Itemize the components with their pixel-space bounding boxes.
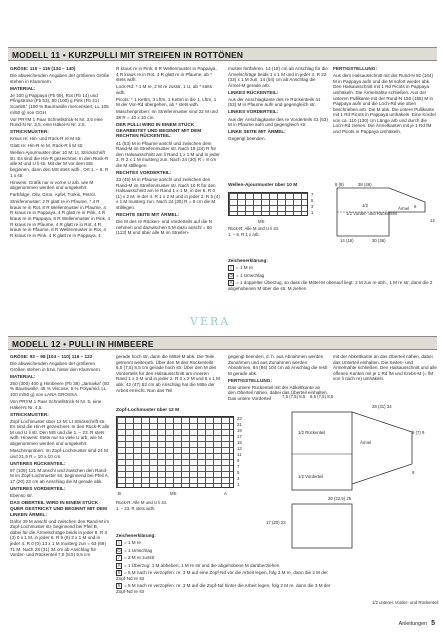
model11-paragraph: Lock-Rd: * 1 M re, 2 M re zusstr, 1 U, ab * stets wdh.	[116, 84, 212, 95]
model11-heading: LINKES RÜCKENTEIL:	[228, 89, 279, 95]
model12-chart-note2: 1. – 23. R stets wdh.	[116, 506, 156, 511]
row-number: 7	[311, 192, 314, 197]
legend-symbol-icon: |	[116, 540, 122, 546]
row-number: 17	[237, 434, 242, 439]
model11-heading: STRICKMUSTER:	[10, 129, 49, 135]
legend-text: = 1 Überzug: 1 M abheben, 1 M re str und die abgehobene M darüberziehen	[124, 562, 280, 568]
model11-paragraph: Die M des re Rücken- und Vorderteils auf die N nehmen und dazwischen 5 M dazu anschl = 80 (113) M und über alle M im Streifen-	[116, 219, 213, 236]
model12-paragraph: 250 (300) 400 g Himbeere (Fb 38) „Jamaika“ (50 % Baumwolle, 45 % Viscose, 5 % Polyamid, LL 100 m/50 g) von LANA GROSSA.	[10, 380, 110, 398]
legend-item	[228, 265, 438, 271]
model12-arrow-b: B	[118, 491, 121, 496]
model11-paragraph: Hinweis: Grafik nur w vorne U arb. wie M abgenommen werden und umgekehrt.	[10, 179, 94, 191]
model11-col1	[10, 66, 110, 268]
legend-symbol-icon: X	[117, 583, 121, 589]
legend-symbol-icon: Λ	[117, 562, 121, 568]
legend-text: = 2 M re zusstr	[124, 555, 155, 561]
schematic-label: 38 (46)	[358, 182, 372, 187]
model11-paragraph: Wellen-Ajourmuster über 10 M: Lt. Strickschrift str. Es sind die Hin-R gezeichnet. In den Rück-R alle M und U li str. Mit der M vor dem MS beginnen, dann den MS stets wdh., Ort 1. – 8. R 1 x str.	[10, 150, 109, 178]
model12-schematic	[262, 392, 440, 582]
model11-heading: GRÖSE: 110 – 116 (134 – 140)	[10, 66, 76, 71]
legend-item	[228, 273, 438, 279]
model11-paragraph: Krsus re: Hin- und Rück-R re M str.	[10, 136, 82, 142]
schematic-label: 6	[414, 204, 417, 209]
model11-paragraph: 33 (45) M in Pfaume anschl und zwischen den Rand-M im Streifenmuster str. Nach 10 R für den Halsausschnitt am re Rand 1 x 1 M, in der 6. R 0 (1) x 2 M, in der 4. R 1 x 2 M und in jeder 2. R 5 (4) x 1 M musterg zun. Nach 24 (30) R = 8 cm die M stilllegen.	[116, 176, 220, 210]
model11-paragraph: muster fortfahren. 14 (18) cm ab Anschlag für die Ärmelschräge beids 1 x 1 M und in jeder 4. R 22 (33) x 1 M zun. 14 (54) cm ab Anschlag die Ärmel-M gerade arb.	[228, 66, 328, 88]
model12-paragraph: Maschenproben: Im Zopf-Lochmuster sind 24 M und 21,5 R = 10 x 10 cm.	[10, 448, 108, 459]
model11-paragraph: Vor PRYM 1 Paar Schnellstrick-N Nr. 3,5 eine Rund-N Nr. 3,5, eine Häkel-N Nr. 2,5.	[10, 116, 103, 128]
model11-paragraph: Je 100 g Pappaya (Fb 09), Rot (Fb 14) und Pfingstrose (Fb 53), 50 (100) g Pink (Fb 21) Scarlett° (100 % Baumwolle mercerisiert, LL 105 m/50 g) von GGH.	[10, 92, 109, 115]
legend-item	[116, 583, 331, 595]
model12-paragraph: mit der Abkettkante an das Oberteil nähen, dabei das Unterteil einhalten. Die Seiten- und Ärmelnähte schließen. Den Halsausschnitt und alle offenen Kanten mit je 1 Rd fM und Krebs-M (= fM von li nach re) umhäkeln.	[333, 354, 437, 382]
model11-heading: RECHTES VORDERTEIL:	[116, 169, 172, 175]
model12-heading: MATERIAL:	[10, 373, 36, 379]
model11-paragraph: Aus dem Halsausschnitt mit der Rund-N 92 (104) M in Pappaya aufn und die M sofort wieder abk. Den Halsausschnitt mit 1 Rd Picots in Pappaya umhäkeln. Die Ärmelnähte schließen. Aus der unteren Pullikante mit der Rund-N 150 (168) M in Pappaya aufn und die Loch-Rd wie oben beschrieben arb. Die M abk. Die untere Pullikante mit 1 Rd Picots in Pappaya umhäkeln. Eine Kordel von ca. 110 (130) cm Länge arb und durch die Loch-Rd ziehen. Die Ärmelkanten mit je 1 Rd fM und Picots in Pappaya umhäkeln.	[333, 73, 436, 135]
model12-title-bar	[8, 336, 437, 350]
watermark: VERA	[190, 315, 231, 328]
model11-paragraph: Picots: * 1 Kettm, 3 Lftm, 1 Kettm in die 1. Lftm, 1 M der Vor-Rd übergehen, ab * stets wdh.	[116, 96, 217, 108]
model12-ms-label: MS	[170, 491, 177, 496]
row-number: 21	[237, 422, 242, 427]
schematic-label: 20 (22,5) 25	[328, 496, 352, 501]
legend-symbol-icon: O	[117, 547, 121, 553]
model11-paragraph: Streifenmuster: 2 R glatt re in Pfaume, * 4 R kraus re in Rot, 8 R Wellenmuster in Pfaume, 4 R kraus re in Pappaya, 4 R glatt re in Pink, 4 R kraus re in Pappaya, 8 R Wellenmuster in Pink, 4 R kraus re in Pfaume, 4 R glatt re in Rot, 4 R kraus re in Pfaume, 8 R Wellenmuster in Rot, 4 R kraus re in Pink, 4 R glatt re in Pappaya, 4	[10, 199, 110, 238]
model11-title-bar	[8, 47, 437, 61]
model12-paragraph: gegengl beenden, d. h. aus Abnahmen werden Zunahmen und aus Zunahmen werden Abnahmen. 84 (94) 104 cm ab Anschlag die restl M gerade abk.	[228, 354, 328, 376]
model12-paragraph: Zopf-Lochmuster über 12 M: Lt Strickschrift str. Es sind die Hin-R gezeichnet. In den Rück-R alle M und U li str. Den MS und die 1. – 23. R stets wdh. Hinweis: Stets nur so viele U arb, wie M abgenommen werden und umgekehrt.	[10, 418, 110, 447]
schematic-label: 12	[430, 218, 435, 223]
model12-paragraph: Dafür 39 M anschl und zwischen den Rand-M im Zopf-Lochmuster str, beginnend bei Pfeil B, dabei für die Ärmelschräge beids in jeder 8. R 3 (3) 0 x 1 M, in jeder 6. R 9 (9) 3 x 1 M und in jeder 4. R 0 (0) 13 x 1 M musterg zun = 63 (69) 71 M. Nach 28 (31) 34 cm ab Anschlag für Vorder- und Rückenteil 7,5 (8,5) 9,5 cm	[10, 518, 110, 558]
legend-text: = 1 M re	[236, 265, 253, 271]
model12-heading: UNTERES VORDERTEIL:	[10, 485, 66, 491]
legend-text: = 5 M nach re verzopfen: re: 3 M auf eine Zopf-Nd vor die Arbeit legen, folg 3 M re, dann die 2 M der Zopf-Nd re str	[116, 570, 328, 582]
schematic-label: 14 (16)	[340, 238, 354, 243]
model11-stitch-chart	[228, 192, 308, 216]
legend-text: = 1 Umschlag	[124, 547, 153, 553]
row-number: 13	[237, 446, 242, 451]
schematic-label: 5 (7) 9	[412, 430, 425, 435]
model11-paragraph: Gegengl beenden.	[228, 136, 266, 142]
schematic-label: 17 (20) 23	[266, 520, 286, 525]
legend-symbol-icon: /	[116, 555, 122, 561]
schematic-label: 8 (8)	[335, 182, 344, 187]
row-number: 1	[237, 482, 240, 487]
model11-paragraph: Glatt re: Hin-R re M, Rück-R li M str.	[10, 143, 84, 149]
model12-heading: UNTERES RÜCKENTEIL:	[10, 460, 66, 466]
model12-col1	[10, 354, 110, 619]
model12-title: MODELL 12 • PULLI IN HIMBEERE	[12, 339, 154, 349]
model12-heading: DAS OBERTEIL WIRD IN EINEM STÜCK QUER GESTRICKT UND BEGINNT MIT DEM LINKEN ÄRMEL:	[10, 500, 107, 517]
model12-heading: GRÖSE: 92 – 98 (104 – 110) 116 – 122	[10, 354, 93, 359]
row-number: 7	[237, 464, 240, 469]
model12-heading: FERTIGSTELLUNG:	[228, 377, 273, 383]
model11-paragraph: Maschenproben: Im Streifenmuster sind 22 M und 38 R = 10 x 10 cm.	[116, 109, 218, 120]
schematic-label: 1/2 unteres Vorder- und Rückenteil	[372, 600, 439, 605]
row-number: 3	[311, 204, 314, 209]
schematic-label: 1/2	[362, 203, 368, 208]
schematic-label: Ärmel	[360, 440, 372, 445]
model11-chart-note2: 1. – 8. R 1 x arb.	[228, 232, 260, 237]
row-number: 19	[237, 428, 242, 433]
legend-text: = 1 doppelter Überzug, so dass die Mittel-M obenauf liegt: 2 M zus re abh., 1 M re str, dann die 2 abgehobenen M über die str. M ziehen	[228, 280, 433, 292]
model11-paragraph: Aus der Anschlagkante des re Rückenteils 41 (53) M in Pfaume aufn und gegengleich str.	[228, 96, 321, 108]
model11-paragraph: Die abweichenden Angaben der größeren Größe stehen in Klammern.	[10, 73, 110, 84]
row-number: 11	[237, 452, 242, 457]
model12-paragraph: 97 (109) 121 M anschl und zwischen den Rand-M im Zopf-Lochmuster str, beginnend bei Pfeil A. 17 (20) 23 cm ab Anschlag die M gerade abk.	[10, 467, 110, 484]
schematic-label: 30 (36)	[372, 238, 386, 243]
schematic-label: 1/2 Rückenteil	[298, 430, 326, 435]
schematic-label: 6,5 (7,5) 8,5	[310, 394, 334, 399]
row-number: 5	[311, 198, 314, 203]
model12-legend-title: Zeichenerklärung:	[116, 533, 156, 538]
model11-heading: DER PULLI WIRD IN EINEM STÜCK GEARBEITET UND BEGINNT MIT DEM RECHTEN RÜCKENTEIL:	[116, 121, 202, 139]
model12-heading: STRICKMUSTER:	[10, 411, 49, 417]
row-number: 5	[237, 470, 240, 475]
model11-paragraph: 41 (53) M in Pfaume anschl und zwischen dem Rand-M im Streifenmuster str. Nach 18 (24) R für den Halsausschnitt am li Rand 1 x 1 M und in jeder 2. R 2 x 1 M musterg zun. Nach 24 (30) R = 8 cm die M stilllegen.	[116, 140, 220, 168]
model12-paragraph: gerade hoch str, dann die Mittel-M abk. Die Teile getrennt weiterarb. Über den M des Rückenteils 6,5 (7,5) 8,5 cm gerade hoch str. Über den M des Vorderteils für den Halsausschnitt am inneren Rand 1 x 3 M und in jeder 2. R 2 x 2 M und 5 x 1 M abk. 42 (47) 52 cm ab Anschlag hat die Mitte der Arbeit erreicht. Nun das Teil	[116, 354, 220, 393]
row-number: 15	[237, 440, 242, 445]
model12-stitch-chart	[116, 416, 234, 488]
legend-symbol-icon: O	[229, 272, 233, 278]
schematic-label: 9	[412, 470, 415, 475]
row-number: 23	[237, 416, 242, 421]
model11-chart-note: Rück-R: Alle M und U li str.	[228, 226, 280, 231]
schematic-label: Ärmel	[398, 206, 410, 211]
page-number: 5	[431, 620, 435, 627]
legend-symbol-icon: Λ	[229, 280, 233, 286]
model11-paragraph: Farbfolge: Oliv, Grün, Apfel, Türkis, Petrol.	[10, 192, 96, 198]
model11-legend-title: Zeichenerklärung:	[228, 258, 268, 263]
model11-heading: LINKE SEITE MIT ÄRMEL:	[228, 129, 286, 135]
model11-col2	[116, 66, 220, 268]
legend-text: = 5 M nach re verzopfen: re: 3 M auf die Zopf-Nd hinter die Arbeit legen, folg 2 M re, dann die 3 M der Zopf-Nd re str	[116, 583, 331, 595]
row-number: 3	[237, 476, 240, 481]
model12-col2	[116, 354, 220, 404]
page-footer	[399, 620, 435, 629]
schematic-label: 1/2 Vorder- und Rückenteil	[346, 211, 397, 216]
model11-ms-label: MS	[258, 219, 265, 224]
legend-symbol-icon: |	[228, 265, 234, 271]
row-number: 1	[311, 210, 314, 215]
model12-paragraph: Ebenso str.	[10, 493, 33, 499]
model12-arrow-a: A	[224, 491, 227, 496]
schematic-label: 7,5 (7,5) 8,5	[282, 394, 306, 399]
model12-paragraph: Die abweichenden Angaben der größeren Größen stehen in bzw. hinter den Klammern.	[10, 361, 102, 372]
model12-chart-title: Zopf-Lochmuster über 12 M	[116, 408, 180, 413]
model11-paragraph: Aus der Anschlagkante des re Vorderteils 43 (53) M in Pfaume aufn und gegengleich str.	[228, 116, 328, 128]
model11-heading: MATERIAL:	[10, 85, 36, 91]
model12-paragraph: Das untere Rückenteil mit der Abkettkante an den Oberteil nähen, dabei das Überteil einhalten. Das untere Vorderteil	[228, 384, 328, 402]
model11-col3	[228, 66, 328, 156]
model11-paragraph: R kraus re in Pink, 8 R Wellenmuster in Pappaya, 4 R kraus re in Rot, 4 R glatt re in Pfaume, ab * stets wdh.	[116, 66, 217, 83]
legend-symbol-icon: X	[117, 570, 121, 576]
model11-legend	[228, 258, 438, 292]
model12-paragraph: Von PRYM 1 Paar Schnellstrick-N Nr. 5, eine Häkel-N Nr. 4,5.	[10, 399, 102, 410]
model12-chart-note: Rück-R: Alle M und U li str.	[116, 500, 168, 505]
model11-heading: RECHTE SEITE MIT ÄRMEL:	[116, 211, 180, 217]
model11-chart-title: Wellen-Ajourmuster über 10 M	[228, 183, 298, 188]
model11-title: MODELL 11 • KURZPULLI MIT STREIFEN IN ROTTÖNEN	[12, 50, 244, 60]
schematic-label: 28 (31) 34	[372, 404, 392, 409]
legend-text: = 1 Umschlag	[236, 272, 265, 278]
footer-label: Anleitungen	[398, 621, 428, 627]
model11-heading: LINKES VORDERTEIL:	[228, 109, 279, 115]
legend-text: = 1 M re	[124, 540, 141, 546]
model11-heading: FERTIGSTELLUNG:	[333, 66, 378, 71]
legend-item	[228, 280, 438, 292]
schematic-label: 1/2 Vorderteil	[298, 474, 324, 479]
row-number: 9	[237, 458, 240, 463]
model11-col4	[333, 66, 437, 166]
